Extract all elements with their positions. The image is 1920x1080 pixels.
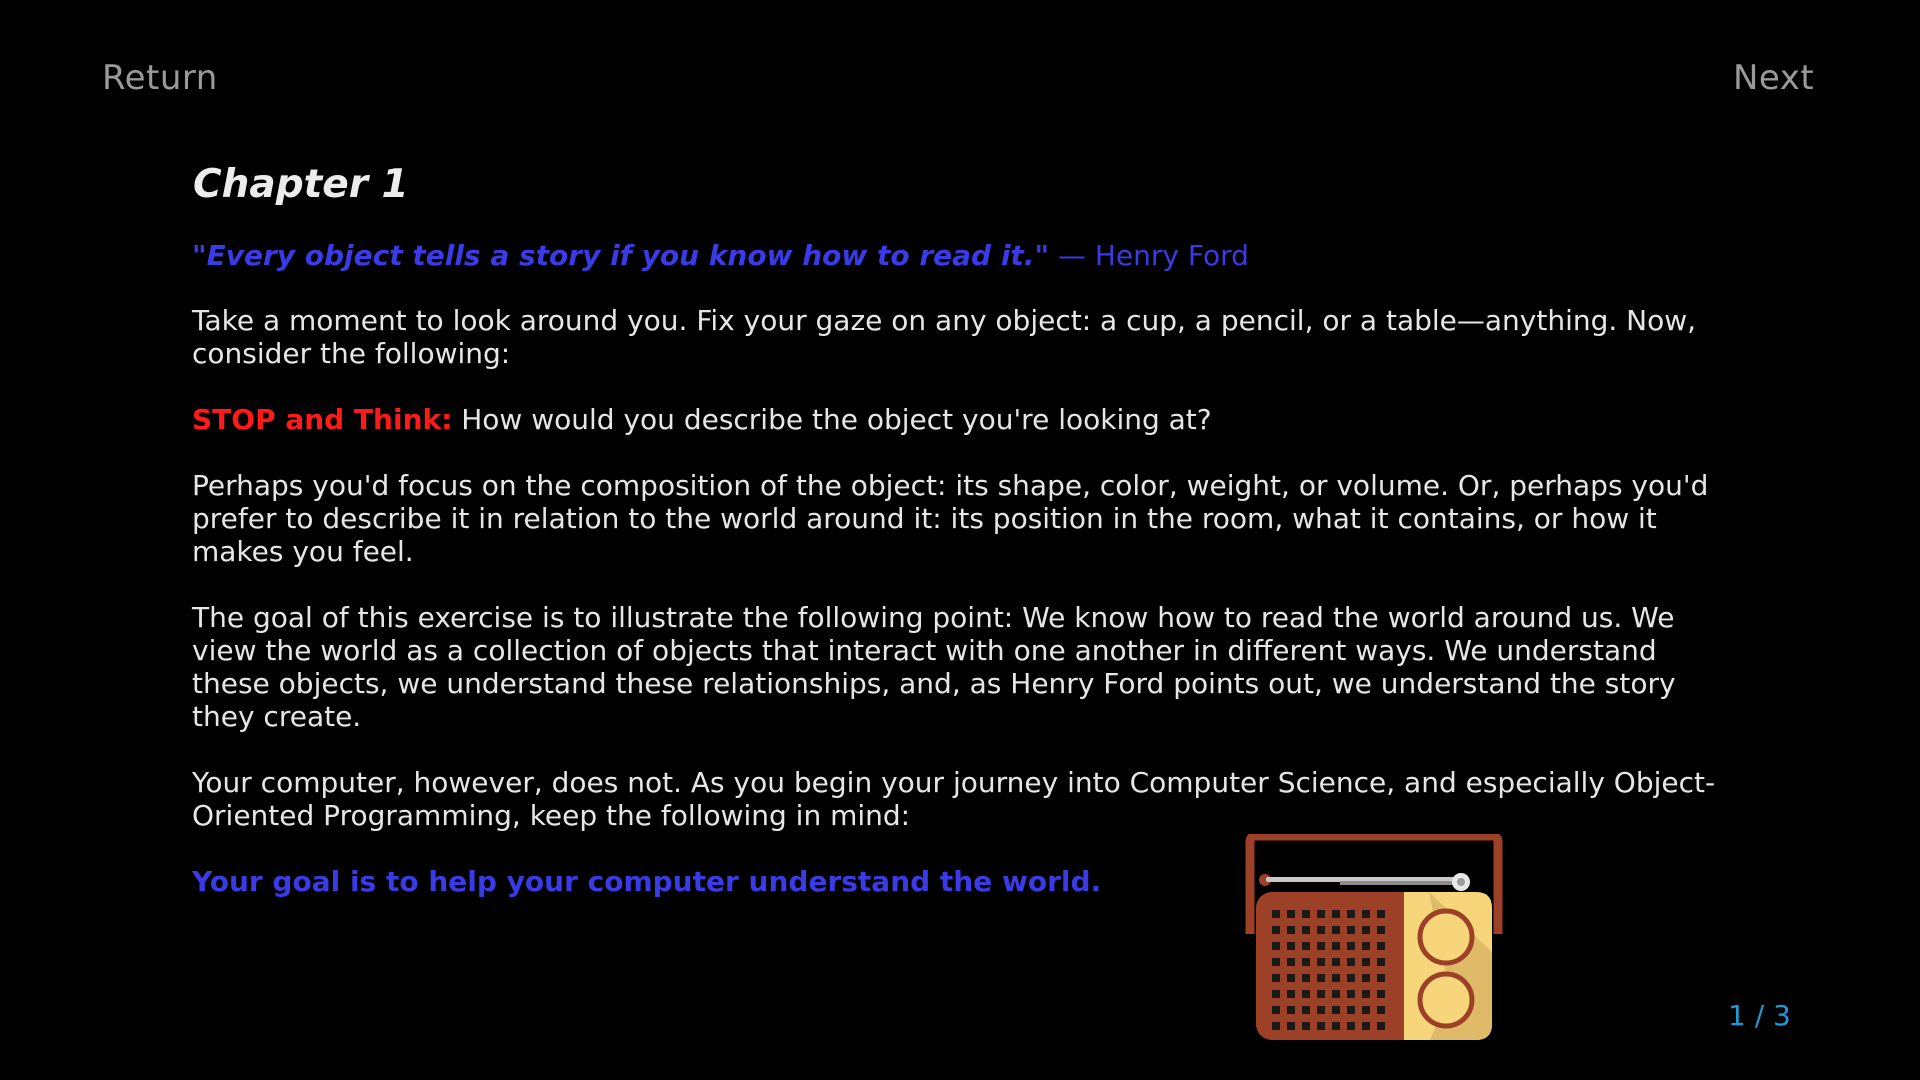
next-button[interactable]: Next: [1733, 58, 1815, 98]
quote-text: "Every object tells a story if you know how to read it.": [192, 239, 1050, 272]
chapter-title: Chapter 1: [193, 162, 409, 207]
stop-question: How would you describe the object you're looking at?: [461, 403, 1212, 436]
stop-and-think: [192, 403, 1732, 436]
paragraph-intro: Take a moment to look around you. Fix your gaze on any object: a cup, a pencil, or a table—anything. Now, consider the following:: [192, 304, 1697, 370]
radio-icon: [1244, 834, 1504, 1044]
paragraph-composition: Perhaps you'd focus on the composition of the object: its shape, color, weight, or volume. Or, perhaps you'd prefer to describe it in relation to the world around it: its position in the room, what it contains, or how it makes you feel.: [192, 469, 1709, 568]
stop-label: STOP and Think:: [192, 403, 453, 436]
chapter-content: [192, 162, 1732, 898]
paragraph-computer: Your computer, however, does not. As you begin your journey into Computer Science, and especially Object-Oriented Programming, keep the following in mind:: [192, 766, 1716, 832]
quote-author: — Henry Ford: [1057, 239, 1249, 272]
return-button[interactable]: Return: [102, 58, 218, 98]
quote: [192, 239, 1732, 272]
goal-statement: Your goal is to help your computer understand the world.: [192, 865, 1102, 898]
paragraph-goal-of-exercise: The goal of this exercise is to illustrate the following point: We know how to read the world around us. We view the world as a collection of objects that interact with one another in different ways. We understand these objects, we understand these relationships, and, as Henry Ford points out, we understand the story they create.: [192, 601, 1676, 733]
page-indicator: 1 / 3: [1728, 999, 1791, 1032]
